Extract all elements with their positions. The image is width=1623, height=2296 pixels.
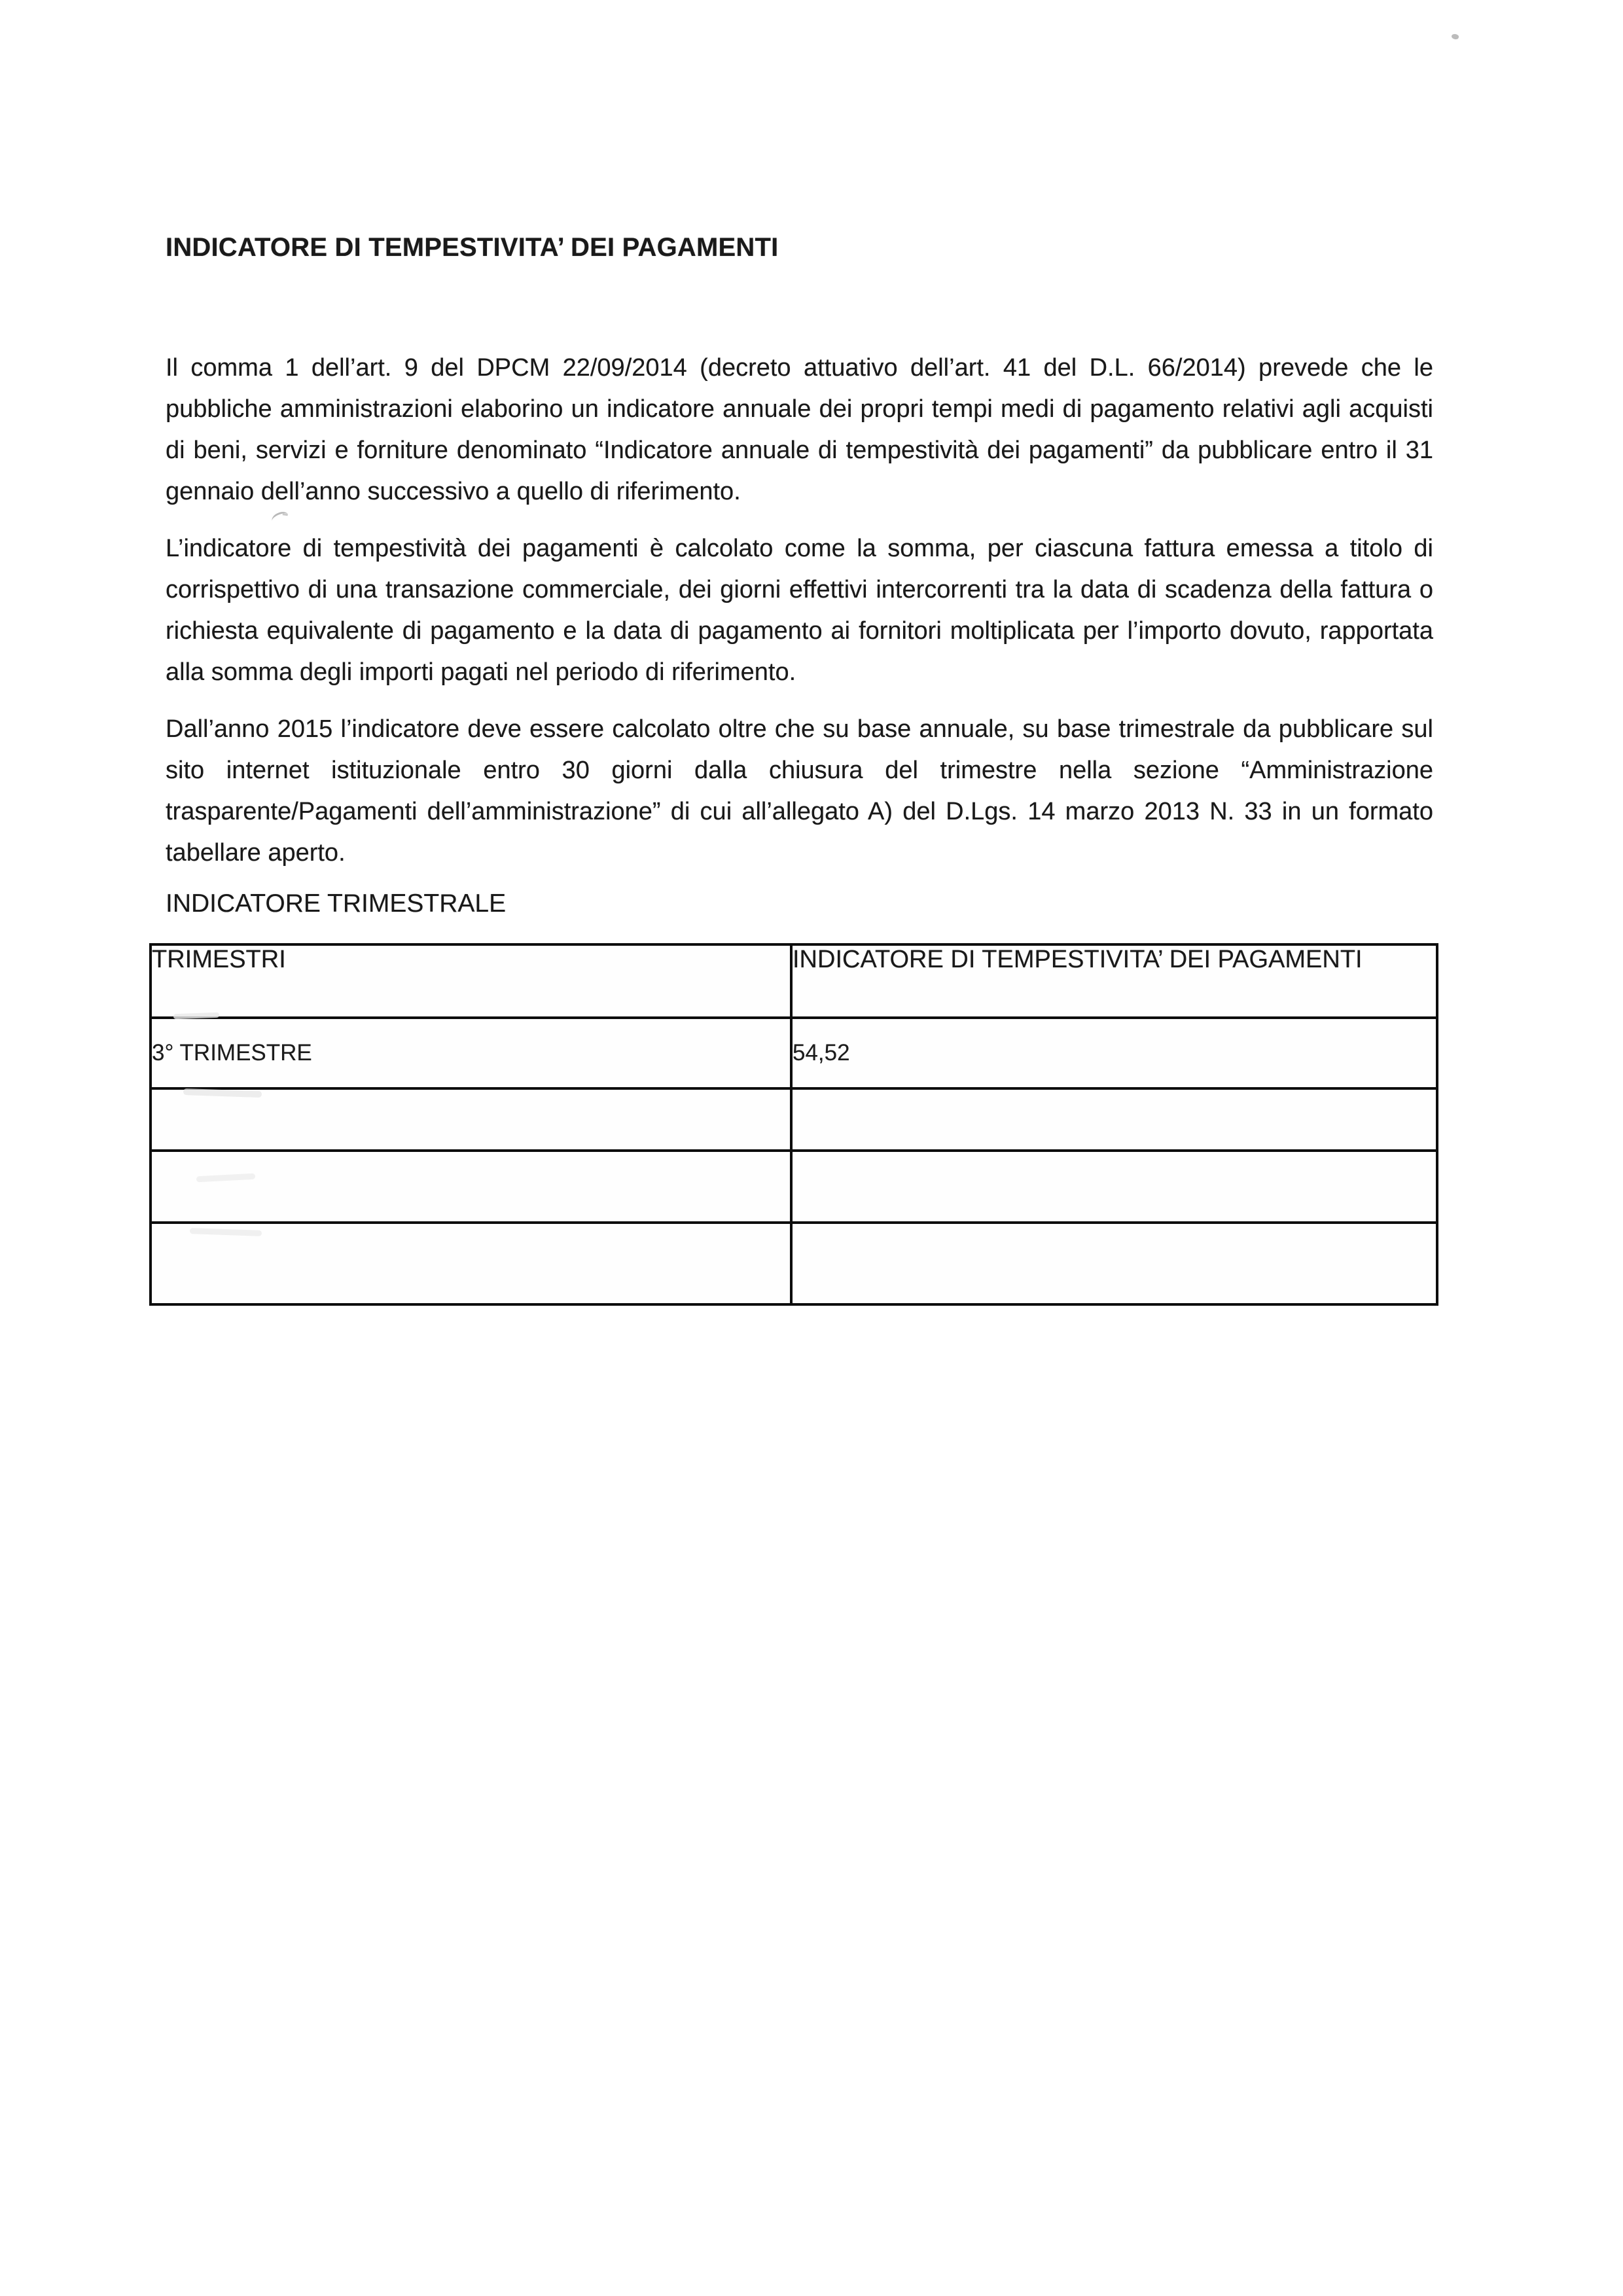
table-row-empty [151,1088,1437,1151]
empty-cell [151,1223,791,1304]
empty-cell [151,1088,791,1151]
cell-indicator-value: 54,52 [791,1018,1437,1088]
header-cell-indicatore: INDICATORE DI TEMPESTIVITA’ DEI PAGAMENTI [791,944,1437,1018]
header-cell-trimestri: TRIMESTRI [151,944,791,1018]
document-title: INDICATORE DI TEMPESTIVITA’ DEI PAGAMENTI [166,233,779,262]
paragraph-quarterly-publication: Dall’anno 2015 l’indicatore deve essere calcolato oltre che su base annuale, su base trimestrale da pubblicare sul sito internet istituzionale entro 30 giorni dalla chiusura del trimestre nella sezione “Amministrazione trasparente/Pagamenti dell’amministrazione” di cui all’allegato A) del D.Lgs. 14 marzo 2013 N. 33 in un formato tabellare aperto. [166,715,1433,867]
paragraph-indicator-calculation: L’indicatore di tempestività dei pagamenti è calcolato come la somma, per ciascuna fattura emessa a titolo di corrispettivo di una transazione commerciale, dei giorni effettivi intercorrenti tra la data di scadenza della fattura o richiesta equivalente di pagamento e la data di pagamento ai fornitori moltiplicata per l’importo dovuto, rapportata alla somma degli importi pagati nel periodo di riferimento. [166,535,1433,686]
empty-cell [151,1151,791,1223]
table-header-row [151,944,1437,1018]
quarterly-indicator-table [149,943,1438,1306]
paragraph-dpcm-reference: Il comma 1 dell’art. 9 del DPCM 22/09/2014 (decreto attuativo dell’art. 41 del D.L. 66/2014) prevede che le pubbliche amministrazioni elaborino un indicatore annuale dei propri tempi medi di pagamento relativi agli acquisti di beni, servizi e forniture denominato “Indicatore annuale di tempestività dei pagamenti” da pubblicare entro il 31 gennaio dell’anno successivo a quello di riferimento. [166,354,1433,505]
cell-quarter-label: 3° TRIMESTRE [151,1018,791,1088]
document-content [152,233,1433,1306]
empty-cell [791,1223,1437,1304]
table-row-empty [151,1223,1437,1304]
empty-cell [791,1088,1437,1151]
table-row-q3 [151,1018,1437,1088]
table-row-empty [151,1151,1437,1223]
empty-cell [791,1151,1437,1223]
scan-speck [1451,33,1459,40]
section-heading-quarterly-indicator: INDICATORE TRIMESTRALE [166,889,507,918]
